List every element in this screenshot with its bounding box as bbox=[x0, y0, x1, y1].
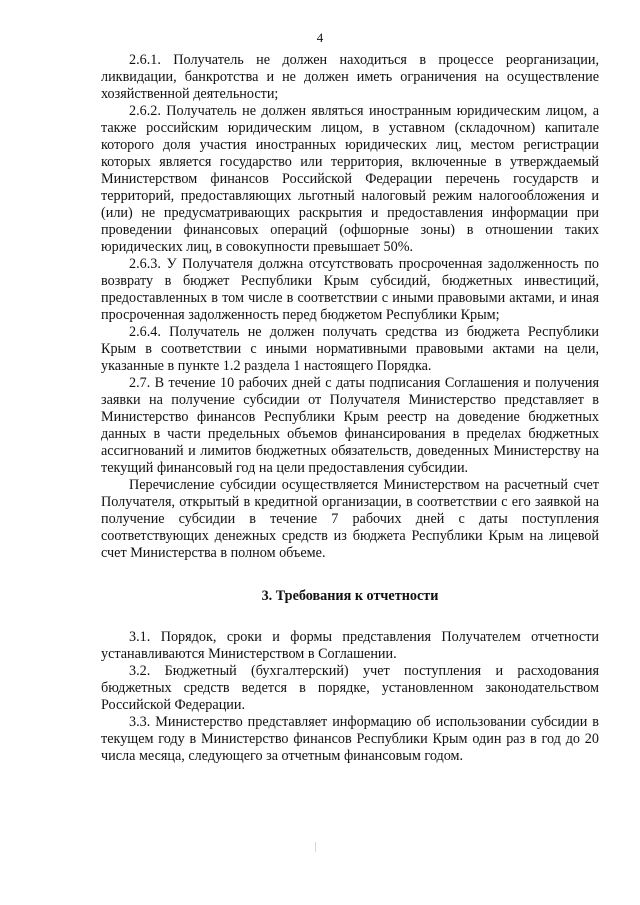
paragraph-2-6-4: 2.6.4. Получатель не должен получать средства из бюджета Республики Крым в соответствии с иными нормативными правовыми актами на цели, указанные в пункте 1.2 раздела 1 настоящего Порядка. bbox=[101, 324, 599, 374]
paragraph-2-7: 2.7. В течение 10 рабочих дней с даты подписания Соглашения и получения заявки на получение субсидии от Получателя Министерство представляет в Министерство финансов Республики Крым реестр на доведение бюджетных данных в части предельных объемов финансирования в пределах бюджетных ассигнований и лимитов бюджетных обязательств, доведенных Министерству на текущий финансовый год на цели предоставления субсидии. bbox=[101, 375, 599, 476]
paragraph-3-2: 3.2. Бюджетный (бухгалтерский) учет поступления и расходования бюджетных средств ведется в порядке, установленном законодательством Российской Федерации. bbox=[101, 663, 599, 713]
document-body bbox=[101, 52, 599, 765]
paragraph-3-3: 3.3. Министерство представляет информацию об использовании субсидии в текущем году в Министерство финансов Республики Крым один раз в год до 20 числа месяца, следующего за отчетным финансовым годом. bbox=[101, 714, 599, 764]
paragraph-transfer-subsidy: Перечисление субсидии осуществляется Министерством на расчетный счет Получателя, открытый в кредитной организации, в соответствии с его заявкой на получение субсидии в течение 7 рабочих дней с даты поступления соответствующих денежных средств из бюджета Республики Крым на лицевой счет Министерства в полном объеме. bbox=[101, 477, 599, 561]
paragraph-2-6-2: 2.6.2. Получатель не должен являться иностранным юридическим лицом, а также российским юридическим лицом, в уставном (складочном) капитале которого доля участия иностранных юридических лиц, местом регистрации которых является государство или территория, включенные в утверждаемый Министерством финансов Российской Федерации перечень государств и территорий, предоставляющих льготный налоговый режим налогообложения и (или) не предусматривающих раскрытия и предоставления информации при проведении финансовых операций (офшорные зоны) в отношении таких юридических лиц, в совокупности превышает 50%. bbox=[101, 103, 599, 255]
paragraph-3-1: 3.1. Порядок, сроки и формы представления Получателем отчетности устанавливаются Министерством в Соглашении. bbox=[101, 629, 599, 662]
scan-mark bbox=[315, 842, 316, 852]
paragraph-2-6-1: 2.6.1. Получатель не должен находиться в процессе реорганизации, ликвидации, банкротства и не должен иметь ограничения на осуществление хозяйственной деятельности; bbox=[101, 52, 599, 102]
section-3-heading: 3. Требования к отчетности bbox=[261, 588, 439, 604]
paragraph-2-6-3: 2.6.3. У Получателя должна отсутствовать просроченная задолженность по возврату в бюджет Республики Крым субсидий, бюджетных инвестиций, предоставленных в том числе в соответствии с иными правовыми актами, и иная просроченная задолженность перед бюджетом Республики Крым; bbox=[101, 256, 599, 323]
page-number: 4 bbox=[316, 30, 324, 45]
